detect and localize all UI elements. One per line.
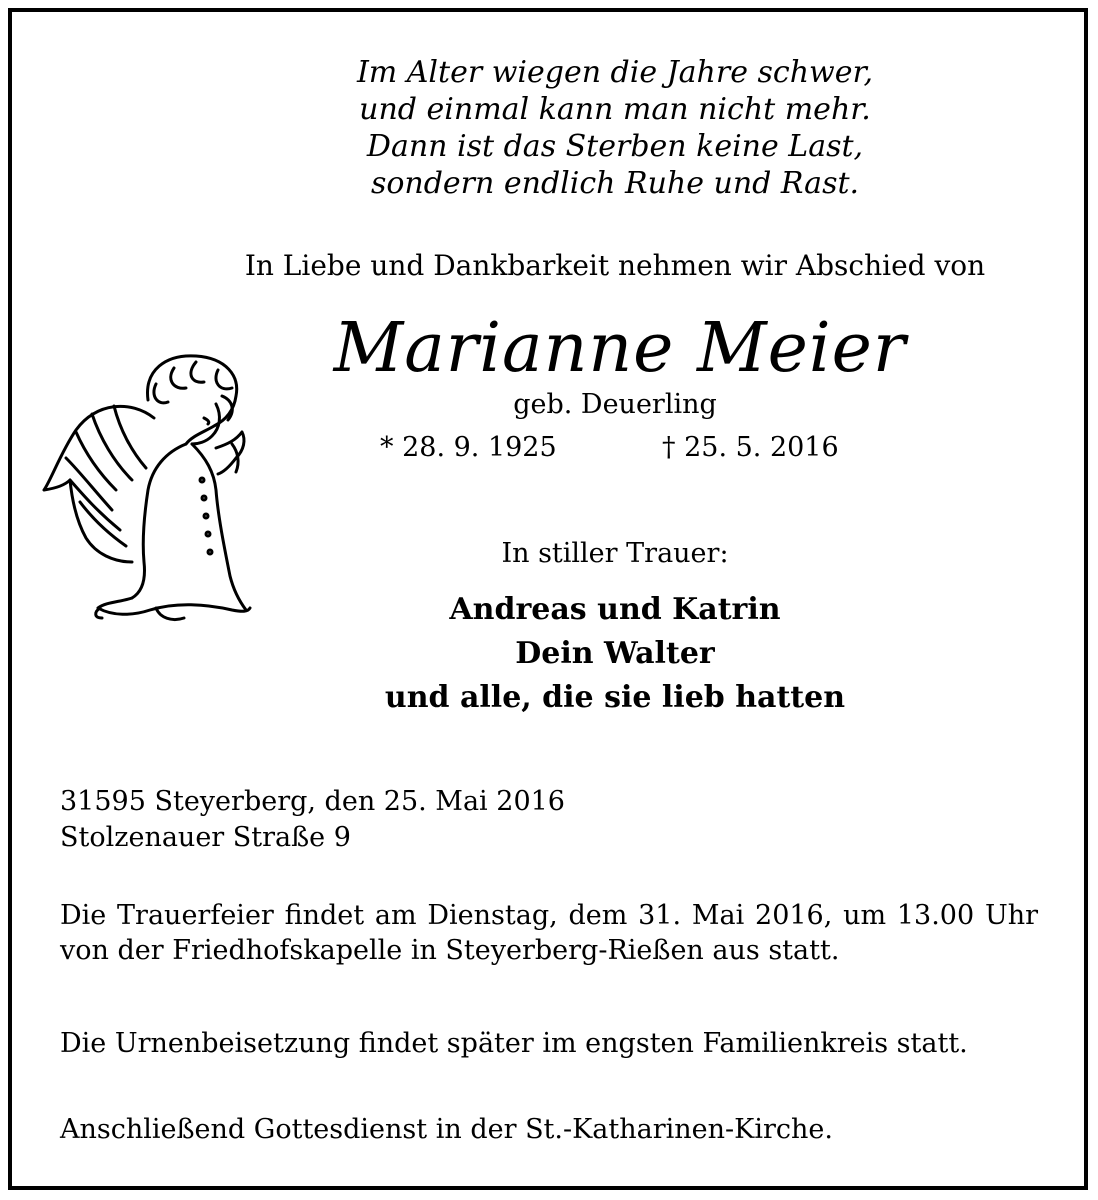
family-list: [250, 588, 980, 720]
urn-burial-paragraph: Die Urnenbeisetzung findet später im engsten Familienkreis statt.: [60, 1028, 968, 1059]
maiden-name: geb. Deuerling: [513, 389, 717, 420]
poem-line: Dann ist das Sterben keine Last,: [366, 129, 864, 164]
address-block: [60, 784, 960, 856]
poem-line: sondern endlich Ruhe und Rast.: [370, 166, 860, 201]
family-line: Andreas und Katrin: [449, 592, 781, 627]
death-date: † 25. 5. 2016: [662, 432, 839, 463]
intro-text: In Liebe und Dankbarkeit nehmen wir Abschied von: [244, 249, 986, 282]
poem: [250, 54, 980, 202]
birth-date: * 28. 9. 1925: [380, 432, 557, 463]
life-dates: [380, 428, 880, 468]
praying-angel-icon: [36, 340, 266, 630]
poem-line: und einmal kann man nicht mehr.: [359, 92, 871, 127]
deceased-name: Marianne Meier: [333, 309, 907, 388]
address-line: Stolzenauer Straße 9: [60, 822, 351, 853]
address-line: 31595 Steyerberg, den 25. Mai 2016: [60, 786, 565, 817]
poem-line: Im Alter wiegen die Jahre schwer,: [356, 55, 874, 90]
mourning-label: In stiller Trauer:: [501, 538, 729, 569]
service-paragraph: Anschließend Gottesdienst in der St.-Katharinen-Kirche.: [60, 1114, 833, 1145]
funeral-info-paragraph: Die Trauerfeier findet am Dienstag, dem 31. Mai 2016, um 13.00 Uhr von der Friedhofskapelle in Steyerberg-Rießen aus statt.: [60, 900, 1038, 966]
family-line: Dein Walter: [515, 636, 715, 671]
family-line: und alle, die sie lieb hatten: [384, 680, 846, 715]
